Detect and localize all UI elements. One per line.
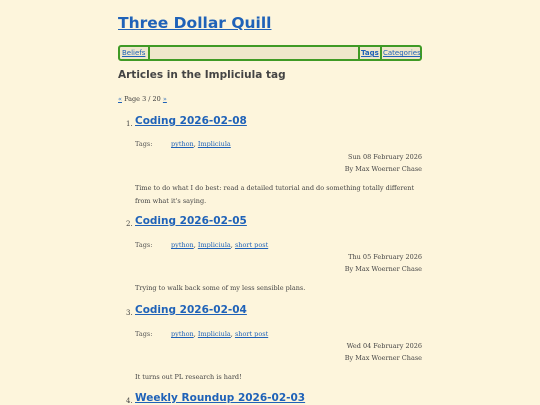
nav-divider [358,47,360,59]
nav-bar [118,45,422,61]
article-meta [345,340,422,364]
article-summary: It turns out PL research is hard! [135,373,242,381]
nav-categories-link[interactable]: Categories [383,49,421,57]
article-meta [345,251,422,275]
tags-label: Tags: [135,140,153,148]
tags-label: Tags: [135,330,153,338]
article-item [118,115,422,210]
article-summary: Trying to walk back some of my less sensible plans. [135,284,306,292]
site-title-link[interactable]: Three Dollar Quill [118,14,272,32]
article-title-link[interactable]: Coding 2026-02-05 [135,215,247,227]
next-page-link[interactable]: » [162,95,167,103]
article-number: 1. [126,120,133,128]
article-author: By Max Woerner Chase [344,354,422,362]
tag-link[interactable]: Impliciula [197,241,231,249]
tag-link[interactable]: python [171,330,194,338]
nav-tags-link[interactable]: Tags [361,49,379,57]
article-date: Wed 04 February 2026 [346,342,422,350]
article-author: By Max Woerner Chase [344,265,422,273]
article-title-link[interactable]: Coding 2026-02-08 [135,115,247,127]
pagination [118,95,167,103]
tag-link[interactable]: python [171,241,194,249]
prev-page-link[interactable]: « [118,95,122,103]
article-item [118,215,422,295]
article-summary: Time to do what I do best: read a detailed tutorial and do something totally different from what it's saying. [135,184,415,205]
article-tags: Tags: python, Impliciula, short post [135,330,269,338]
article-tags: Tags: python, Impliciula [135,140,231,148]
article-title-link[interactable]: Weekly Roundup 2026-02-03 [135,392,306,404]
page-heading: Articles in the Impliciula tag [118,69,286,81]
tag-link[interactable]: short post [234,241,269,249]
article-number: 2. [126,220,133,228]
article-date: Thu 05 February 2026 [348,253,422,261]
article-item [118,304,422,384]
tag-link[interactable]: Impliciula [197,330,231,338]
article-date: Sun 08 February 2026 [348,153,422,161]
article-author: By Max Woerner Chase [344,165,422,173]
article-title-link[interactable]: Coding 2026-02-04 [135,304,247,316]
nav-beliefs-link[interactable]: Beliefs [122,49,146,57]
nav-divider [380,47,382,59]
page-indicator: Page 3 / 20 [124,95,161,103]
tags-label: Tags: [135,241,153,249]
tag-link[interactable]: short post [234,330,269,338]
article-tags: Tags: python, Impliciula, short post [135,241,269,249]
search-input[interactable] [150,48,356,58]
article-number: 3. [126,309,133,317]
article-item [118,392,422,405]
article-number: 4. [126,397,133,405]
tag-link[interactable]: Impliciula [197,140,231,148]
article-meta [345,151,422,175]
tag-link[interactable]: python [171,140,194,148]
